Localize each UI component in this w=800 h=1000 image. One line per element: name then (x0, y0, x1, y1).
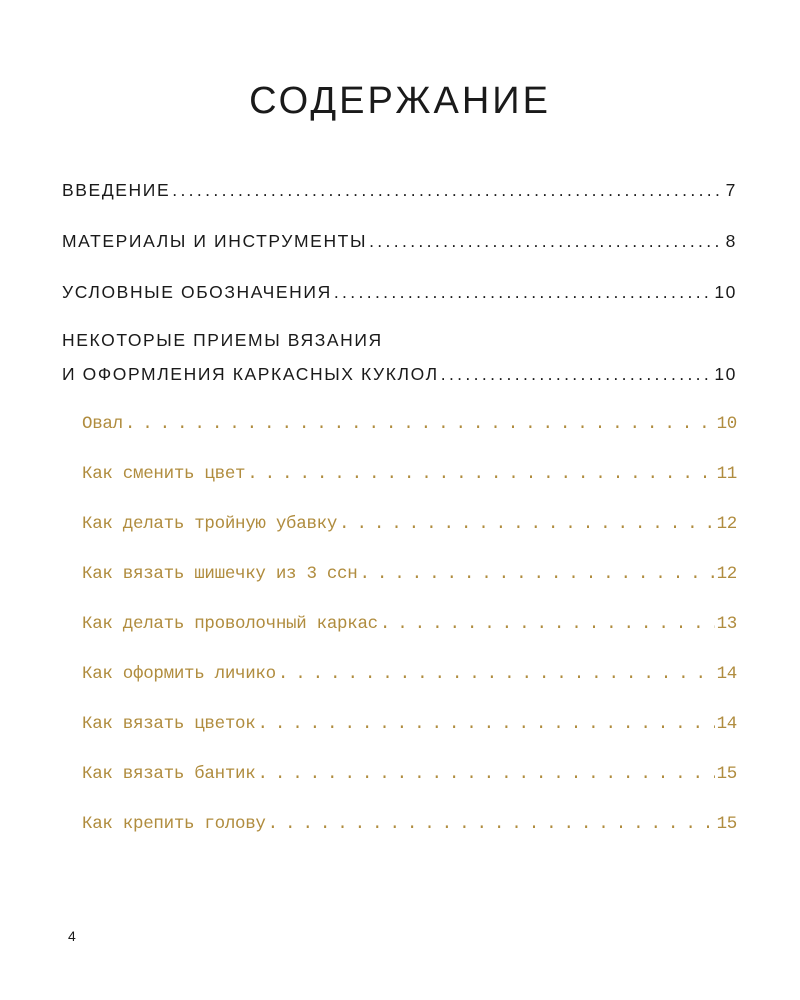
toc-subentry[interactable] (82, 564, 737, 584)
dot-leader (380, 614, 715, 634)
dot-leader (334, 282, 713, 303)
toc-subentry-label: Как делать проволочный каркас (82, 614, 378, 634)
dot-leader (278, 664, 715, 684)
page-title: СОДЕРЖАНИЕ (249, 80, 551, 122)
toc-subentry-label: Как делать тройную убавку (82, 514, 338, 534)
toc-subentry[interactable] (82, 614, 737, 634)
toc-subentry[interactable] (82, 464, 737, 484)
toc-subentry-page: 12 (716, 514, 737, 534)
toc-subentry[interactable] (82, 414, 737, 434)
toc-subentry-page: 13 (716, 614, 737, 634)
toc-subentry-page: 14 (716, 664, 737, 684)
toc-subentry-label: Как вязать шишечку из 3 ссн (82, 564, 358, 584)
toc-subentry[interactable] (82, 714, 737, 734)
toc-entry-label: УСЛОВНЫЕ ОБОЗНАЧЕНИЯ (62, 282, 332, 302)
toc-entry[interactable] (62, 364, 737, 385)
toc-entry-label-line1: НЕКОТОРЫЕ ПРИЕМЫ ВЯЗАНИЯ (62, 330, 383, 350)
toc-subentry-page: 11 (716, 464, 737, 484)
toc-subentry[interactable] (82, 814, 737, 834)
toc-entry[interactable] (62, 282, 737, 303)
toc-entry-page: 10 (714, 364, 737, 384)
dot-leader (268, 814, 715, 834)
toc-subentry-label: Как сменить цвет (82, 464, 246, 484)
toc-entry-page: 10 (714, 282, 737, 302)
toc-subentry[interactable] (82, 514, 737, 534)
dot-leader (257, 714, 714, 734)
toc-subentry-page: 15 (716, 814, 737, 834)
toc-entry-page: 8 (725, 231, 737, 251)
toc-subentry[interactable] (82, 664, 737, 684)
toc-subentry-label: Овал (82, 414, 123, 434)
toc-subentry-label: Как вязать цветок (82, 714, 256, 734)
dot-leader (369, 231, 724, 252)
toc-subentry[interactable] (82, 764, 737, 784)
dot-leader (172, 180, 723, 201)
toc-subentry-page: 15 (716, 764, 737, 784)
toc-entry-label: И ОФОРМЛЕНИЯ КАРКАСНЫХ КУКЛОЛ (62, 364, 439, 384)
toc-entry[interactable] (62, 180, 737, 201)
toc-entry-label: МАТЕРИАЛЫ И ИНСТРУМЕНТЫ (62, 231, 368, 251)
toc-entry[interactable] (62, 231, 737, 252)
dot-leader (125, 414, 715, 434)
toc-subentry-label: Как крепить голову (82, 814, 266, 834)
dot-leader (247, 464, 714, 484)
toc-subentry-page: 14 (716, 714, 737, 734)
toc-entry-label: ВВЕДЕНИЕ (62, 180, 171, 200)
toc-subentry-label: Как оформить личико (82, 664, 276, 684)
toc-entry-page: 7 (725, 180, 737, 200)
dot-leader (339, 514, 715, 534)
dot-leader (359, 564, 714, 584)
toc-subentry-page: 12 (716, 564, 737, 584)
dot-leader (441, 364, 713, 385)
toc-subentry-label: Как вязать бантик (82, 764, 256, 784)
dot-leader (257, 764, 714, 784)
toc-subentry-page: 10 (716, 414, 737, 434)
page-number: 4 (68, 928, 76, 944)
